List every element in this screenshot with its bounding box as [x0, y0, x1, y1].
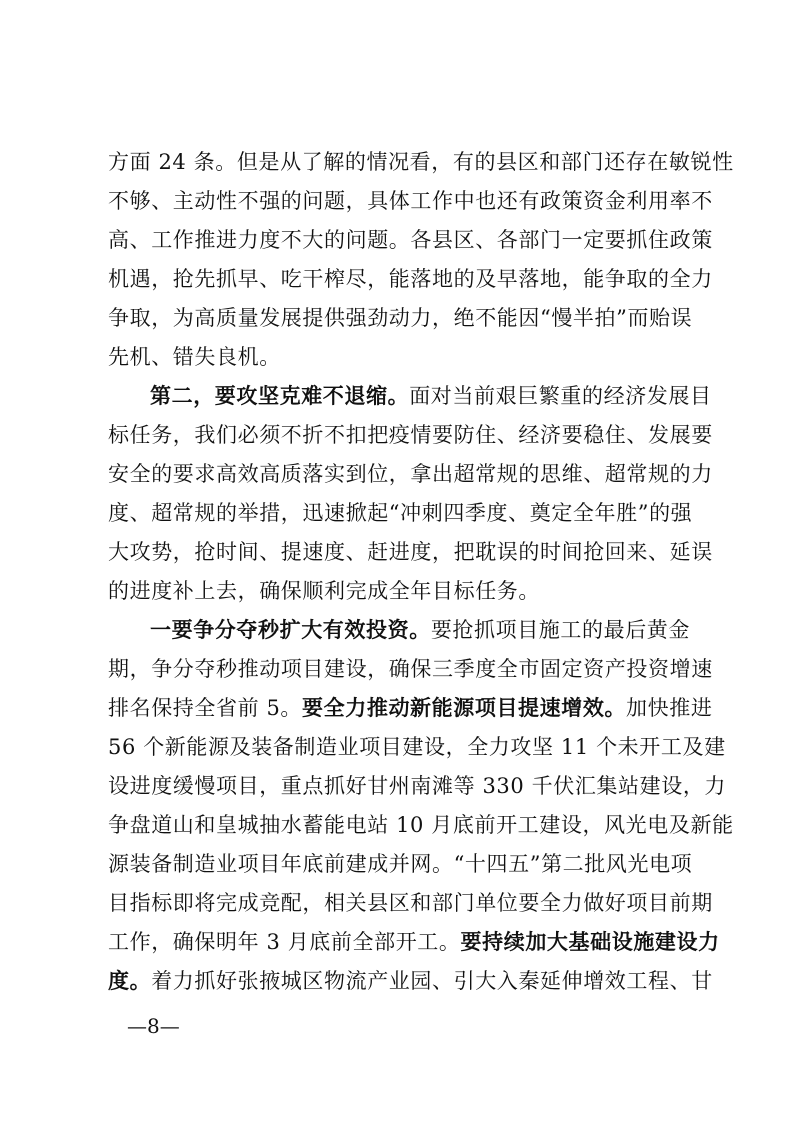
body-text-line: 安全的要求高效高质落实到位，拿出超常规的思维、超常规的力 [108, 462, 713, 486]
body-text-line: 大攻势，抢时间、提速度、赶进度，把耽误的时间抢回来、延误 [108, 540, 713, 564]
body-text-line: 争盘道山和皇城抽水蓄能电站 10 月底前开工建设，风光电及新能 [108, 813, 734, 837]
body-text: 面对当前艰巨繁重的经济发展目 [409, 384, 712, 408]
section-heading: 第二，要攻坚克难不退缩。 [150, 383, 410, 408]
body-text: 加快推进 [626, 696, 713, 720]
body-text-line: 56 个新能源及装备制造业项目建设，全力攻坚 11 个未开工及建 [108, 735, 726, 759]
body-text-line: 目指标即将完成竞配，相关县区和部门单位要全力做好项目前期 [108, 891, 713, 915]
mixed-text-line [108, 692, 713, 724]
body-text-line: 先机、错失良机。 [108, 345, 281, 369]
body-text: 要抢抓项目施工的最后黄金 [430, 618, 691, 642]
body-text-line: 不够、主动性不强的问题，具体工作中也还有政策资金利用率不 [108, 189, 713, 213]
subheading: 一要争分夺秒扩大有效投资。 [150, 617, 431, 642]
mixed-text-line [108, 965, 713, 997]
subheading-line [150, 614, 708, 646]
body-text: 排名保持全省前 5。 [108, 696, 303, 720]
body-text-line: 源装备制造业项目年底前建成并网。“十四五”第二批风光电项 [108, 852, 693, 876]
body-text: 着力抓好张掖城区物流产业园、引大入秦延伸增效工程、甘 [151, 969, 713, 993]
body-text-line: 设进度缓慢项目，重点抓好甘州南滩等 330 千伏汇集站建设，力 [108, 774, 727, 798]
subheading: 度。 [108, 968, 152, 993]
page-number: —8— [127, 1014, 180, 1038]
section-heading-line [150, 380, 712, 412]
body-text-line: 的进度补上去，确保顺利完成全年目标任务。 [108, 579, 540, 603]
body-text-line: 机遇，抢先抓早、吃干榨尽，能落地的及早落地，能争取的全力 [108, 267, 713, 291]
body-text-line: 期，争分夺秒推动项目建设，确保三季度全市固定资产投资增速 [108, 657, 713, 681]
subheading: 要全力推动新能源项目提速增效。 [302, 695, 627, 720]
body-text-line: 高、工作推进力度不大的问题。各县区、各部门一定要抓住政策 [108, 228, 713, 252]
body-text-line: 标任务，我们必须不折不扣把疫情要防住、经济要稳住、发展要 [108, 423, 713, 447]
body-text: 工作，确保明年 3 月底前全部开工。 [108, 930, 461, 954]
body-text-line: 方面 24 条。但是从了解的情况看，有的县区和部门还存在敏锐性 [108, 150, 734, 174]
body-text-line: 度、超常规的举措，迅速掀起“冲刺四季度、奠定全年胜”的强 [108, 501, 693, 525]
mixed-text-line [108, 926, 720, 958]
body-text-line: 争取，为高质量发展提供强劲动力，绝不能因“慢半拍”而贻误 [108, 306, 693, 330]
subheading: 要持续加大基础设施建设力 [460, 929, 720, 954]
